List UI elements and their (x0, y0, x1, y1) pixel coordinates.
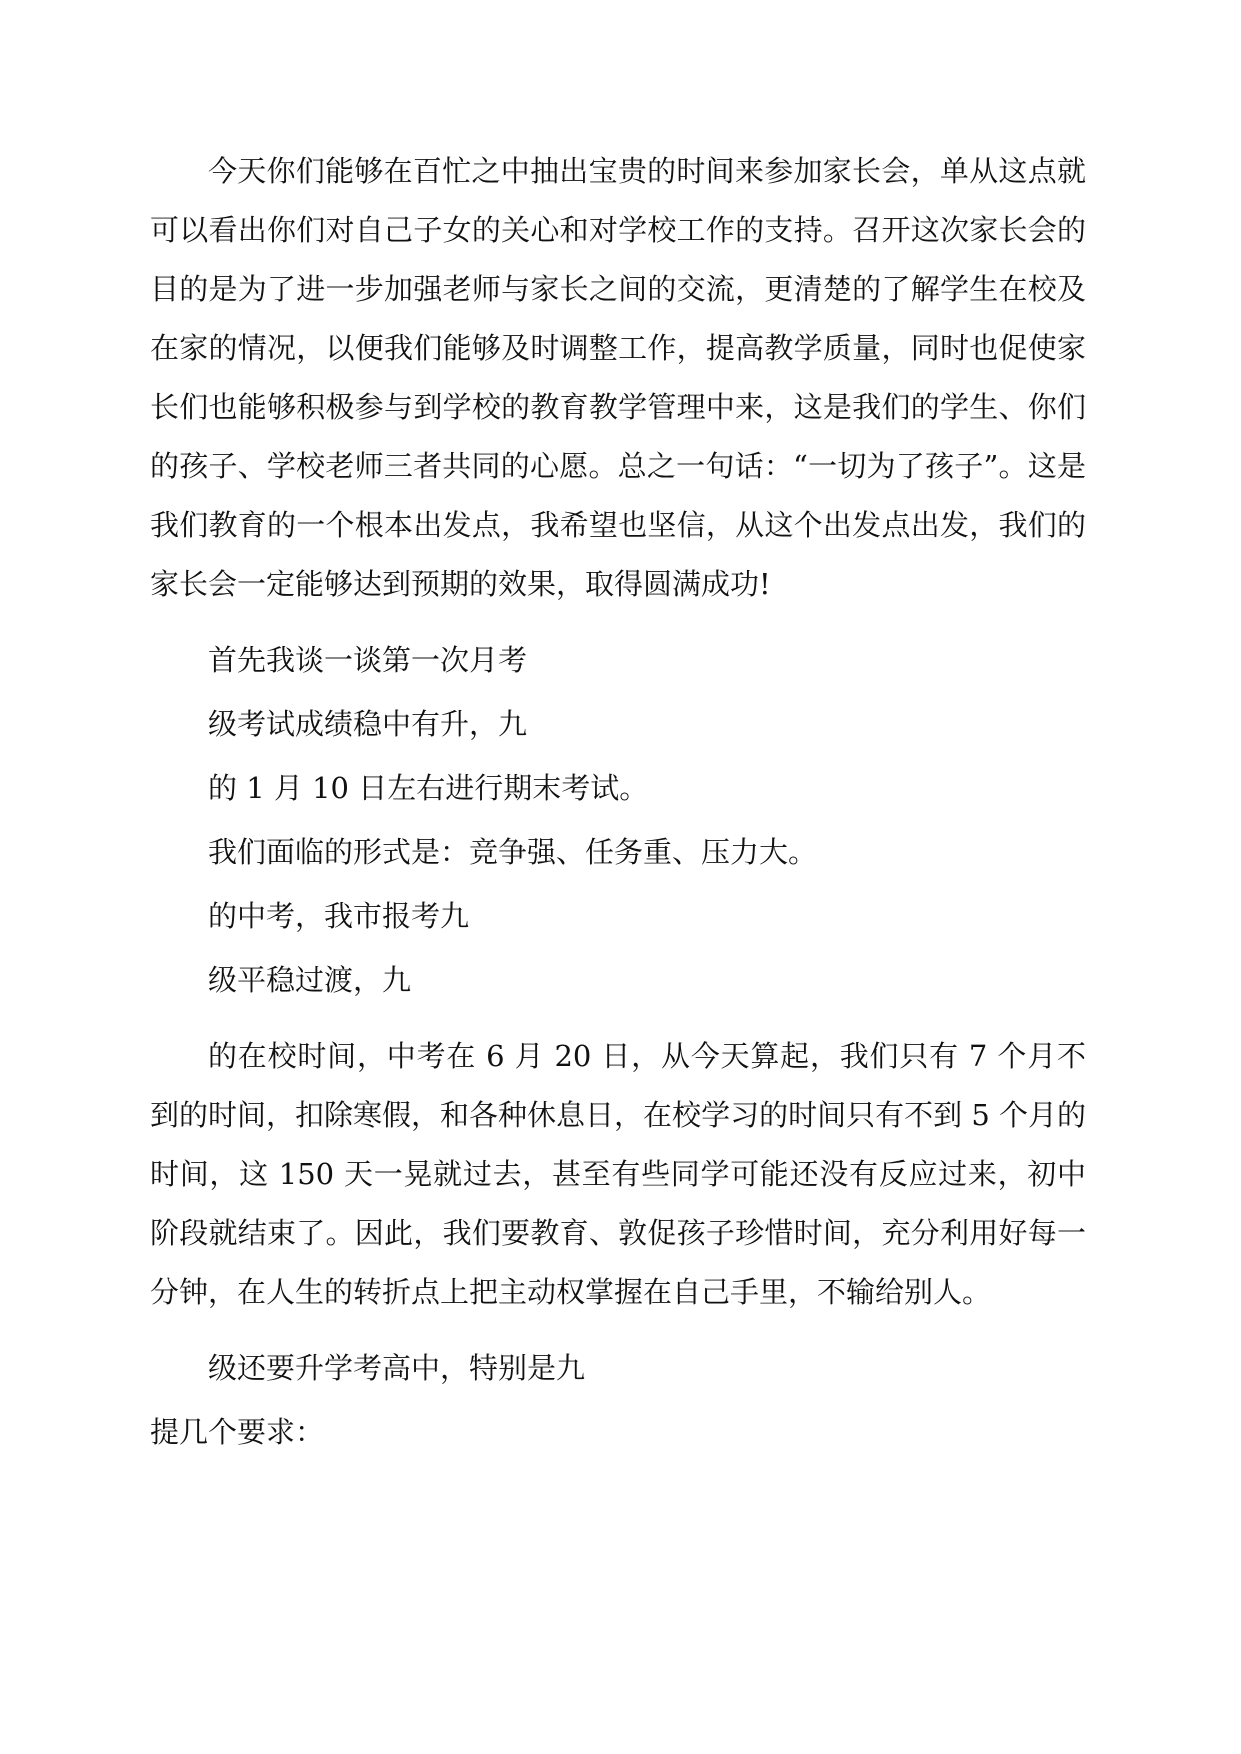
paragraph-situation: 我们面临的形式是：竞争强、任务重、压力大。 (208, 835, 818, 869)
paragraph-opening: 今天你们能够在百忙之中抽出宝贵的时间来参加家长会，单从这点就可以看出你们对自己子女的关心和对学校工作的支持。召开这次家长会的目的是为了进一步加强老师与家长之间的交流，更清楚的了解学生在校及在家的情况，以便我们能够及时调整工作，提高教学质量，同时也促使家长们也能够积极参与到学校的教育教学管理中来，这是我们的学生、你们的孩子、学校老师三者共同的心愿。总之一句话：“一切为了孩子”。这是我们教育的一个根本出发点，我希望也坚信，从这个出发点出发，我们的家长会一定能够达到预期的效果，取得圆满成功! (150, 154, 1086, 601)
paragraph-exam-results: 级考试成绩稳中有升，九 (208, 707, 528, 741)
paragraph-requirements: 提几个要求： (150, 1415, 325, 1449)
paragraph-entrance-exam: 的中考，我市报考九 (208, 899, 470, 933)
paragraph-high-school: 级还要升学考高中，特别是九 (208, 1351, 586, 1385)
document-body (150, 142, 1086, 1450)
paragraph-transition: 级平稳过渡，九 (208, 963, 412, 997)
paragraph-time-remaining: 的在校时间，中考在 6 月 20 日，从今天算起，我们只有 7 个月不到的时间，扣除寒假，和各种休息日，在校学习的时间只有不到 5 个月的时间，这 150 天一晃就过去，甚至有些同学可能还没有反应过来，初中阶段就结束了。因此，我们要教育、敦促孩子珍惜时间，充分利用好每一分钟，在人生的转折点上把主动权掌握在自己手里，不输给别人。 (150, 1039, 1086, 1309)
paragraph-first-exam: 首先我谈一谈第一次月考 (208, 643, 528, 677)
paragraph-final-exam-date: 的 1 月 10 日左右进行期末考试。 (208, 771, 649, 805)
